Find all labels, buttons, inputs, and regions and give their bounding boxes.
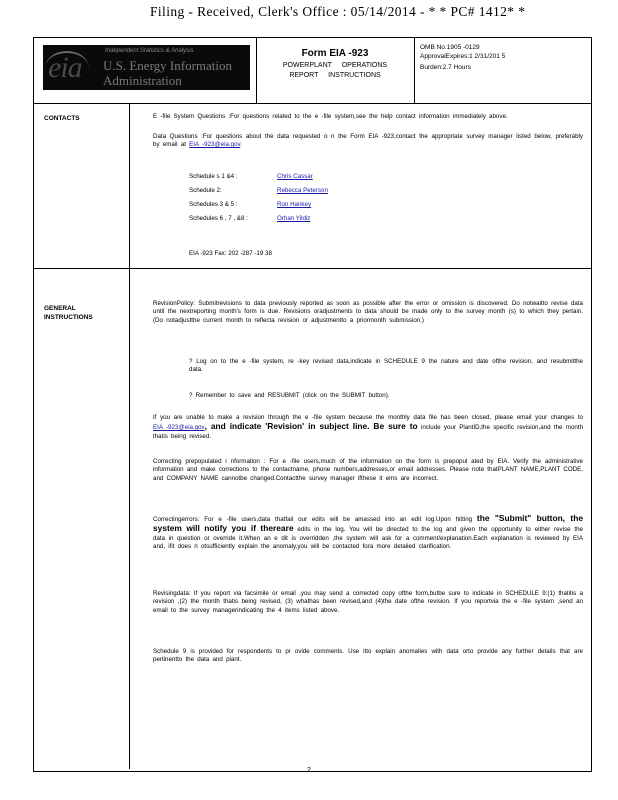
form-frame	[33, 37, 592, 772]
data-questions-pre: Data Questions :For questions about the data requested o n the Form EIA -923,contact the appropriate survey manager listed below, preferably by email at	[153, 133, 583, 149]
revision-policy-text: RevisionPolicy: Submitrevisions to data previously reported as soon as possible after the error or omission is discovered. Do notwaitto revise data until the nextreporting month's form is due. Revisions oradjustments to data should be made only to the survey month (s) to which they pertain.(Do notadjustthe current month to reflecta revision or adjustmentto a priormonth submission.)	[153, 300, 583, 324]
unable-to-revise-text	[153, 414, 583, 441]
schedule-label: Schedules 6 , 7 , &8 :	[189, 215, 248, 222]
contact-name-link[interactable]: Orhan Yildiz	[277, 215, 311, 222]
schedule-label: Schedules 3 & 5 :	[189, 201, 238, 208]
section-divider	[129, 269, 130, 769]
general-instructions-section	[34, 269, 591, 769]
revision-step-1: ? Log on to the e -file system, re -key revised data,indicate in SCHEDULE 9 the nature and date ofthe revision, and resubmitthe data.	[189, 358, 583, 374]
data-questions-post: .	[240, 141, 242, 149]
general-instructions-label: GENERAL INSTRUCTIONS	[44, 305, 93, 321]
logo-name-line2: Administration	[103, 73, 182, 88]
prepopulated-info-text: Correcting prepopulated i nformation : For e -file users,much of the information on the form is prepopul ated by EIA. Verify the administrative information and make corrections to the contactname, phone numbers,addresses,or email addresses. Please note thatPLANT NAME,PLANT CODE, and COMPANY NAME cannotbe changed.Contactthe survey manager ifthese it ems are incorrect.	[153, 458, 583, 482]
efile-questions-text: E -file System Questions :For questions related to the e -file system,see the help contact information immediately above.	[153, 113, 508, 120]
logo-acronym: eia	[48, 51, 82, 84]
form-subtitle-2: REPORT INSTRUCTIONS	[289, 72, 381, 79]
schedule-contact-row	[189, 173, 313, 180]
omb-number: OMB No.1905 -0129	[420, 44, 480, 51]
form-title: Form EIA -923	[301, 48, 369, 59]
unable-post: include your PlantID,the specific revision,and the month thatis being revised.	[153, 424, 584, 440]
data-questions-text	[153, 133, 583, 150]
schedule9-text: Schedule 9 is provided for respondents to pr ovide comments. Use itto explain anomalies with data orto provide any further details that are pertinentto the data and plant.	[153, 648, 583, 664]
contact-email-link[interactable]: EIA -923@eia.gov	[189, 141, 241, 149]
revision-step-2: ? Remember to save and RESUBMIT (click on the SUBMIT button).	[189, 392, 390, 399]
revision-subject-note: , and indicate 'Revision' in subject line. Be sure to	[204, 421, 418, 432]
schedule-contact-row	[189, 215, 311, 222]
revision-email-link[interactable]: EIA -923@eia.gov	[153, 424, 205, 432]
omb-burden: Burden:2.7 Hours	[420, 64, 471, 71]
schedule-contact-row	[189, 201, 312, 208]
form-title-cell	[256, 38, 415, 103]
filing-stamp: Filing - Received, Clerk's Office : 05/14/2014 - * * PC# 1412* *	[150, 4, 526, 19]
logo-name-line1: U.S. Energy Information	[103, 58, 233, 73]
contact-name-link[interactable]: Ron Hankey	[277, 201, 312, 208]
revising-data-text: Revisingdata: If you report via facsimile or email ,you may send a corrected copy ofthe form,butbe sure to indicate in SCHEDULE 9:(1) thatitis a revision ,(2) the month thatis being revised, (3) whathas been revised,and (4)the date ofthe revision. If you reportvia the e -file system ,send an email to the survey managerindicating the 4 items listed above.	[153, 590, 583, 614]
errors-post: edits in the log. You will be directed to the log and given the opportunity to either revise the data in question or override it.When an e dit is overridden ,the system will ask for a comment/explanation.Each explanation is reviewed by EIA and, ifit does n otsufficiently explain the anomaly,you will be contacted fora more detailed clarification.	[153, 526, 583, 551]
schedule-contact-row	[189, 187, 328, 194]
errors-pre: Correctingerrors: For e -file users,data thatfail our edits will be amassed into an edit log.Upon hitting	[153, 516, 473, 523]
form-header	[34, 38, 591, 104]
contact-name-link[interactable]: Chris Cassar	[277, 173, 313, 180]
fax-number: EIA -923 Fax: 202 -287 -19 38	[189, 250, 272, 257]
schedule-label: Schedule s 1 &4 :	[189, 173, 238, 180]
contacts-label: CONTACTS	[44, 115, 80, 122]
logo-cell	[34, 38, 257, 103]
correcting-errors-text	[153, 514, 583, 552]
omb-expiration: ApprovalExpires:1 2/31/201 5	[420, 53, 506, 60]
logo-tagline: Independent Statistics & Analysis	[105, 48, 194, 54]
omb-cell	[414, 38, 591, 103]
submit-notice: the "Submit" button, the system will notify you if thereare	[153, 513, 583, 534]
eia-logo	[43, 45, 250, 90]
page-number: 2	[307, 767, 311, 774]
contact-name-link[interactable]: Rebecca Peterson	[277, 187, 328, 194]
schedule-label: Schedule 2:	[189, 187, 222, 194]
contacts-section	[34, 104, 591, 269]
section-divider	[129, 104, 130, 268]
form-subtitle-1: POWERPLANT OPERATIONS	[282, 62, 388, 69]
unable-pre: If you are unable to make a revision through the e -file system because the monthly data file has been closed, please email your changes to	[153, 414, 583, 421]
